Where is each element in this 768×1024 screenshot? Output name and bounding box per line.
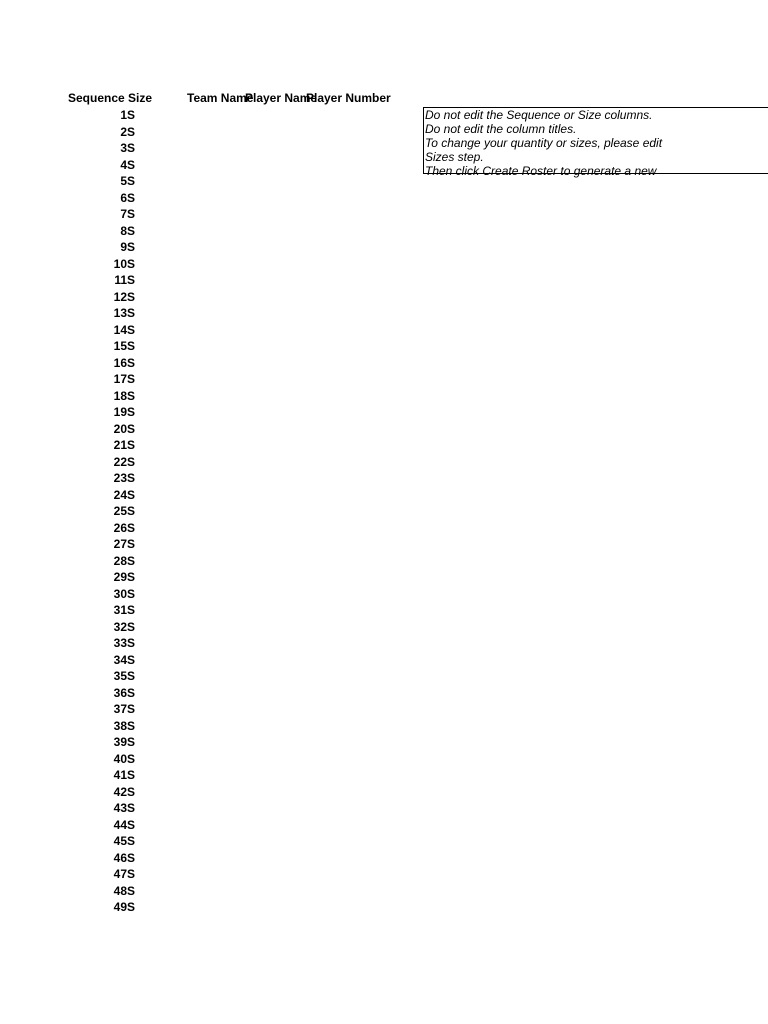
sequence-cell[interactable]: 35 — [113, 669, 127, 683]
sequence-cell[interactable]: 18 — [113, 388, 127, 403]
sequence-cell[interactable]: 21 — [113, 438, 127, 452]
sequence-cell[interactable]: 29 — [113, 570, 127, 584]
sequence-cell[interactable]: 14 — [113, 322, 127, 337]
sequence-cell[interactable]: 31 — [113, 603, 127, 617]
sequence-cell[interactable]: 49 — [113, 900, 127, 914]
size-cell[interactable]: S — [127, 339, 136, 353]
table-row — [0, 338, 400, 355]
sequence-cell[interactable]: 25 — [113, 504, 127, 518]
size-cell[interactable]: S — [127, 355, 136, 370]
table-row — [0, 866, 400, 883]
sequence-cell[interactable]: 43 — [113, 801, 127, 815]
table-row — [0, 602, 400, 619]
sequence-cell[interactable]: 47 — [113, 867, 127, 881]
table-row — [0, 487, 400, 504]
table-row — [0, 883, 400, 900]
size-cell[interactable]: S — [127, 817, 136, 832]
table-row — [0, 124, 400, 141]
size-cell[interactable]: S — [127, 586, 136, 601]
size-cell[interactable]: S — [127, 702, 136, 716]
note-line: Sizes step. — [425, 150, 484, 164]
table-row — [0, 503, 400, 520]
size-cell[interactable]: S — [127, 322, 136, 337]
size-cell[interactable]: S — [127, 372, 136, 386]
size-cell[interactable]: S — [127, 471, 136, 485]
size-cell[interactable]: S — [127, 685, 136, 700]
roster-rows — [0, 107, 400, 916]
size-cell[interactable]: S — [127, 537, 136, 551]
sequence-cell[interactable]: 11 — [114, 273, 127, 287]
size-cell[interactable]: S — [127, 801, 136, 815]
table-row — [0, 635, 400, 652]
table-row — [0, 371, 400, 388]
table-row — [0, 470, 400, 487]
size-cell[interactable]: S — [127, 553, 136, 568]
sequence-cell[interactable]: 45 — [113, 834, 127, 848]
table-row — [0, 173, 400, 190]
table-row — [0, 157, 400, 174]
sequence-cell[interactable]: 23 — [113, 471, 127, 485]
size-cell[interactable]: S — [127, 157, 136, 172]
sequence-cell[interactable]: 46 — [113, 850, 127, 865]
sequence-cell[interactable]: 36 — [113, 685, 127, 700]
sequence-cell[interactable]: 8 — [120, 223, 127, 238]
note-line: Then click Create Roster to generate a new — [425, 164, 657, 178]
table-row — [0, 520, 400, 537]
size-cell[interactable]: S — [127, 603, 136, 617]
table-row — [0, 239, 400, 256]
size-cell[interactable]: S — [127, 867, 136, 881]
table-row — [0, 685, 400, 702]
sequence-cell[interactable]: 1 — [120, 108, 127, 122]
sequence-cell[interactable]: 3 — [120, 141, 127, 155]
table-row — [0, 322, 400, 339]
sequence-cell[interactable]: 37 — [113, 702, 127, 716]
sequence-cell[interactable]: 48 — [113, 883, 127, 898]
sequence-cell[interactable]: 10 — [113, 256, 127, 271]
size-cell[interactable]: S — [127, 751, 136, 766]
sequence-cell[interactable]: 32 — [113, 619, 127, 634]
table-row — [0, 899, 400, 916]
size-cell[interactable]: S — [127, 405, 136, 419]
size-cell[interactable]: S — [127, 718, 136, 733]
header-player-number[interactable]: Player Number — [306, 91, 391, 105]
sequence-cell[interactable]: 17 — [113, 372, 127, 386]
size-cell[interactable]: S — [127, 636, 136, 650]
table-row — [0, 190, 400, 207]
sequence-cell[interactable]: 33 — [113, 636, 127, 650]
sequence-cell[interactable]: 26 — [113, 520, 127, 535]
sequence-cell[interactable]: 40 — [113, 751, 127, 766]
size-cell[interactable]: S — [127, 306, 136, 320]
table-row — [0, 619, 400, 636]
table-row — [0, 305, 400, 322]
sequence-cell[interactable]: 13 — [113, 306, 127, 320]
sequence-cell[interactable]: 44 — [113, 817, 127, 832]
sequence-cell[interactable]: 28 — [113, 553, 127, 568]
size-cell[interactable]: S — [127, 289, 136, 304]
sequence-cell[interactable]: 5 — [120, 174, 127, 188]
size-cell[interactable]: S — [127, 520, 136, 535]
size-cell[interactable]: S — [127, 141, 136, 155]
table-row — [0, 272, 400, 289]
header-size[interactable]: Size — [128, 91, 153, 105]
sequence-cell[interactable]: 30 — [113, 586, 127, 601]
size-cell[interactable]: S — [127, 124, 136, 139]
header-sequence[interactable]: Sequence — [68, 91, 125, 105]
sequence-cell[interactable]: 19 — [113, 405, 127, 419]
table-row — [0, 652, 400, 669]
size-cell[interactable]: S — [127, 223, 136, 238]
size-cell[interactable]: S — [127, 883, 136, 898]
table-row — [0, 388, 400, 405]
sequence-cell[interactable]: 7 — [120, 207, 127, 221]
sequence-cell[interactable]: 2 — [120, 124, 127, 139]
table-row — [0, 553, 400, 570]
table-row — [0, 107, 400, 124]
table-row — [0, 437, 400, 454]
size-cell[interactable]: S — [127, 850, 136, 865]
sequence-cell[interactable]: 4 — [120, 157, 127, 172]
size-cell[interactable]: S — [127, 388, 136, 403]
table-row — [0, 421, 400, 438]
sequence-cell[interactable]: 12 — [113, 289, 127, 304]
instructions-textbox[interactable] — [423, 107, 768, 178]
table-row — [0, 586, 400, 603]
size-cell[interactable]: S — [127, 207, 136, 221]
table-row — [0, 734, 400, 751]
size-cell[interactable]: S — [127, 652, 136, 667]
table-row — [0, 817, 400, 834]
size-cell[interactable]: S — [127, 454, 136, 469]
size-cell[interactable]: S — [127, 273, 136, 287]
sequence-cell[interactable]: 22 — [113, 454, 127, 469]
sequence-cell[interactable]: 41 — [113, 768, 127, 782]
sequence-cell[interactable]: 42 — [113, 784, 127, 799]
sequence-cell[interactable]: 27 — [113, 537, 127, 551]
table-row — [0, 569, 400, 586]
sequence-cell[interactable]: 20 — [113, 421, 127, 436]
size-cell[interactable]: S — [127, 669, 136, 683]
table-row — [0, 223, 400, 240]
note-line: Do not edit the column titles. — [425, 122, 577, 136]
table-row — [0, 850, 400, 867]
size-cell[interactable]: S — [127, 900, 136, 914]
sequence-cell[interactable]: 16 — [113, 355, 127, 370]
table-row — [0, 355, 400, 372]
table-row — [0, 701, 400, 718]
size-cell[interactable]: S — [127, 504, 136, 518]
header-player-name[interactable]: Player Name — [245, 91, 318, 105]
table-row — [0, 140, 400, 157]
size-cell[interactable]: S — [127, 784, 136, 799]
table-row — [0, 536, 400, 553]
size-cell[interactable]: S — [127, 834, 136, 848]
table-row — [0, 454, 400, 471]
table-row — [0, 256, 400, 273]
sequence-cell[interactable]: 38 — [113, 718, 127, 733]
table-row — [0, 289, 400, 306]
size-cell[interactable]: S — [127, 174, 136, 188]
table-row — [0, 718, 400, 735]
size-cell[interactable]: S — [127, 619, 136, 634]
table-row — [0, 206, 400, 223]
size-cell[interactable]: S — [127, 570, 136, 584]
sequence-cell[interactable]: 34 — [113, 652, 127, 667]
table-row — [0, 767, 400, 784]
sequence-cell[interactable]: 39 — [113, 735, 127, 749]
size-cell[interactable]: S — [127, 240, 136, 254]
size-cell[interactable]: S — [127, 487, 136, 502]
size-cell[interactable]: S — [127, 190, 136, 205]
note-line: To change your quantity or sizes, please edit — [425, 136, 663, 150]
note-line: Do not edit the Sequence or Size columns. — [425, 108, 653, 122]
table-row — [0, 668, 400, 685]
sequence-cell[interactable]: 24 — [113, 487, 127, 502]
header-team-name[interactable]: Team Name — [187, 91, 254, 105]
sequence-cell[interactable]: 6 — [120, 190, 127, 205]
table-row — [0, 800, 400, 817]
size-cell[interactable]: S — [127, 108, 136, 122]
table-row — [0, 833, 400, 850]
size-cell[interactable]: S — [127, 768, 136, 782]
sequence-cell[interactable]: 9 — [120, 240, 127, 254]
size-cell[interactable]: S — [127, 421, 136, 436]
table-row — [0, 404, 400, 421]
size-cell[interactable]: S — [127, 256, 136, 271]
size-cell[interactable]: S — [127, 735, 136, 749]
table-row — [0, 751, 400, 768]
size-cell[interactable]: S — [127, 438, 136, 452]
sequence-cell[interactable]: 15 — [113, 339, 127, 353]
table-row — [0, 784, 400, 801]
